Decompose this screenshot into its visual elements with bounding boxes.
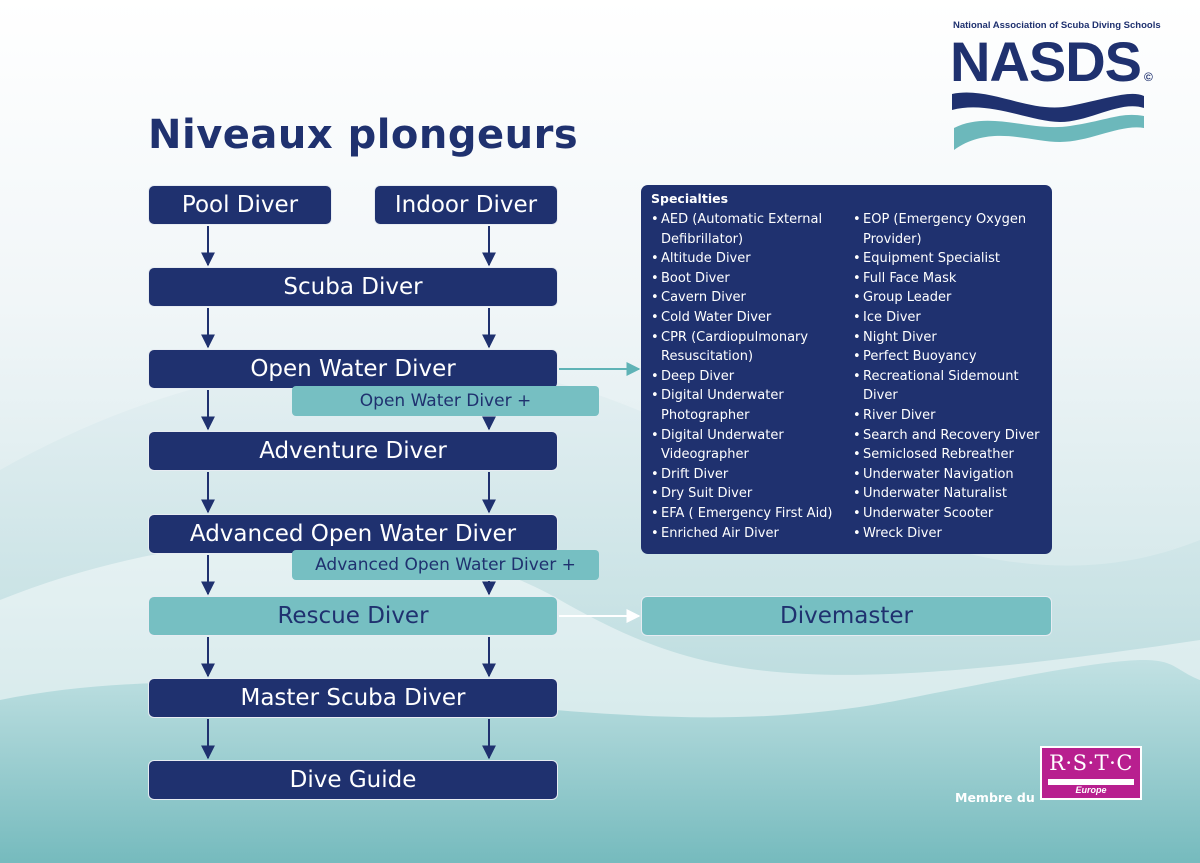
specialty-item: • Underwater Navigation	[853, 465, 1043, 485]
specialty-item: • Night Diver	[853, 328, 1043, 348]
specialty-item: • Underwater Scooter	[853, 504, 1043, 524]
specialty-item: • Equipment Specialist	[853, 249, 1043, 269]
specialty-item: • Cold Water Diver	[651, 308, 841, 328]
dive-guide-box: Dive Guide	[148, 760, 558, 800]
rstc-logo-text: R·S·T·C	[1049, 751, 1133, 775]
specialty-item: • Drift Diver	[651, 465, 841, 485]
rstc-region: Europe	[1075, 785, 1107, 795]
specialties-column-1	[651, 210, 841, 543]
specialties-column-2	[853, 210, 1043, 543]
specialty-item: • River Diver	[853, 406, 1043, 426]
specialty-item: • Recreational Sidemount Diver	[853, 367, 1043, 406]
specialty-item: • Ice Diver	[853, 308, 1043, 328]
adventure-diver-box: Adventure Diver	[148, 431, 558, 471]
specialty-item: • Digital Underwater Videographer	[651, 426, 841, 465]
open-water-diver-box: Open Water Diver	[148, 349, 558, 389]
specialty-item: • Cavern Diver	[651, 288, 841, 308]
nasds-logo: NASDS	[950, 30, 1142, 93]
indoor-diver-box: Indoor Diver	[374, 185, 558, 225]
specialty-item: • CPR (Cardiopulmonary Resuscitation)	[651, 328, 841, 367]
specialty-item: • Dry Suit Diver	[651, 484, 841, 504]
specialty-item: • AED (Automatic External Defibrillator)	[651, 210, 841, 249]
member-label: Membre du	[955, 790, 1035, 805]
advanced-open-water-diver-box: Advanced Open Water Diver	[148, 514, 558, 554]
open-water-diver-plus-box: Open Water Diver +	[292, 386, 599, 416]
specialty-item: • Digital Underwater Photographer	[651, 386, 841, 425]
master-scuba-diver-box: Master Scuba Diver	[148, 678, 558, 718]
specialty-item: • Deep Diver	[651, 367, 841, 387]
specialty-item: • Underwater Naturalist	[853, 484, 1043, 504]
specialty-item: • Semiclosed Rebreather	[853, 445, 1043, 465]
pool-diver-box: Pool Diver	[148, 185, 332, 225]
specialty-item: • EOP (Emergency Oxygen Provider)	[853, 210, 1043, 249]
specialties-title: Specialties	[651, 191, 729, 206]
nasds-wave-icon	[950, 88, 1146, 152]
specialty-item: • Search and Recovery Diver	[853, 426, 1043, 446]
rescue-diver-box: Rescue Diver	[148, 596, 558, 636]
advanced-open-water-diver-plus-box: Advanced Open Water Diver +	[292, 550, 599, 580]
specialty-item: • Perfect Buoyancy	[853, 347, 1043, 367]
specialty-item: • Full Face Mask	[853, 269, 1043, 289]
page-title: Niveaux plongeurs	[148, 112, 579, 158]
specialty-item: • Altitude Diver	[651, 249, 841, 269]
scuba-diver-box: Scuba Diver	[148, 267, 558, 307]
rstc-logo	[1040, 746, 1142, 800]
org-name: National Association of Scuba Diving Schools	[953, 20, 1161, 31]
specialties-panel	[641, 185, 1052, 554]
specialty-item: • Wreck Diver	[853, 524, 1043, 544]
specialty-item: • EFA ( Emergency First Aid)	[651, 504, 841, 524]
copyright-mark: ©	[1144, 70, 1153, 84]
specialty-item: • Boot Diver	[651, 269, 841, 289]
specialty-item: • Group Leader	[853, 288, 1043, 308]
specialty-item: • Enriched Air Diver	[651, 524, 841, 544]
divemaster-box: Divemaster	[641, 596, 1052, 636]
